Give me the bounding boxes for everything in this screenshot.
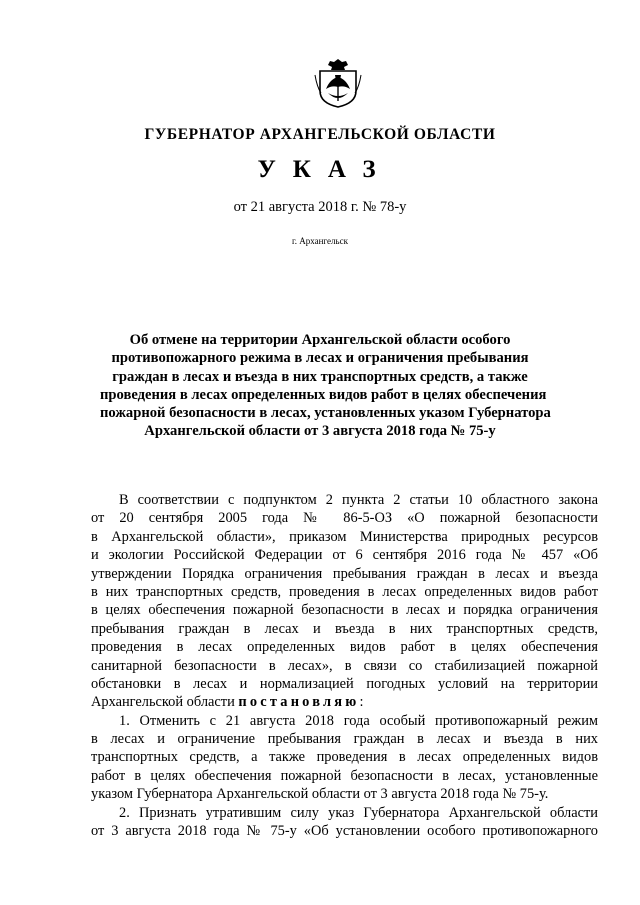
item1-line: в лесах и ограничение пребывания граждан в лесах и въезда в них [91,731,598,748]
item2-line: от 3 августа 2018 года № 75-у «Об установлении особого противопожарного [91,823,598,840]
preamble-line: в Архангельской области», приказом Министерства природных ресурсов [91,528,598,545]
preamble-line: утверждении Порядка ограничения пребывания граждан в лесах и въезда [91,565,598,582]
title-line: противопожарного режима в лесах и ограничения пребывания [111,350,529,367]
title-line: граждан в лесах и въезда в них транспортных средств, а также [112,368,528,385]
preamble-line: от 20 сентября 2005 года № 86-5-ОЗ «О пожарной безопасности [91,510,598,527]
preamble-line: санитарной безопасности в лесах», в связи со стабилизацией пожарной [91,657,598,674]
preamble-last-prefix: Архангельской области [91,694,239,711]
document-city: г. Архангельск [292,236,348,246]
preamble-line: и экологии Российской Федерации от 6 сентября 2016 года № 457 «Об [91,547,598,564]
title-line: Архангельской области от 3 августа 2018 года № 75-у [144,423,496,440]
document-type: УКАЗ [257,156,393,183]
decree-body [91,491,598,840]
decree-title [100,331,551,441]
preamble-line: обстановки в лесах и нормализацией погодных условий на территории [91,675,598,692]
title-line: проведения в лесах определенных видов работ в целях обеспечения [100,386,547,403]
title-line: пожарной безопасности в лесах, установленных указом Губернатора [100,405,551,422]
item2-line: 2. Признать утратившим силу указ Губернатора Архангельской области [119,804,598,821]
issuing-authority: ГУБЕРНАТОР АРХАНГЕЛЬСКОЙ ОБЛАСТИ [144,126,496,143]
preamble-line: в них транспортных средств, проведения в лесах определенных видов работ [91,583,598,600]
preamble-line: проведения в лесах определенных видов работ в целях обеспечения [91,639,598,656]
preamble-line: в целях обеспечения пожарной безопасности в лесах и порядка ограничения [91,602,598,619]
preamble-line: пребывания граждан в лесах и въезда в них транспортных средств, [91,620,598,637]
item1-line: 1. Отменить с 21 августа 2018 года особый противопожарный режим [119,712,598,729]
preamble-line: В соответствии с подпунктом 2 пункта 2 статьи 10 областного закона [119,492,598,508]
item1-line: указом Губернатора Архангельской области от 3 августа 2018 года № 75-у. [91,786,549,803]
item1-line: работ в целях обеспечения пожарной безопасности в лесах, установленные [91,767,598,784]
decree-suffix: : [359,694,364,711]
decree-word: постановляю [238,694,360,711]
preamble-last-line [91,693,598,711]
title-line: Об отмене на территории Архангельской области особого [129,332,511,348]
document-date-number: от 21 августа 2018 г. № 78-у [233,199,407,215]
coat-of-arms-icon [314,57,362,109]
item1-line: транспортных средств, а также проведения в лесах определенных видов [91,749,598,766]
